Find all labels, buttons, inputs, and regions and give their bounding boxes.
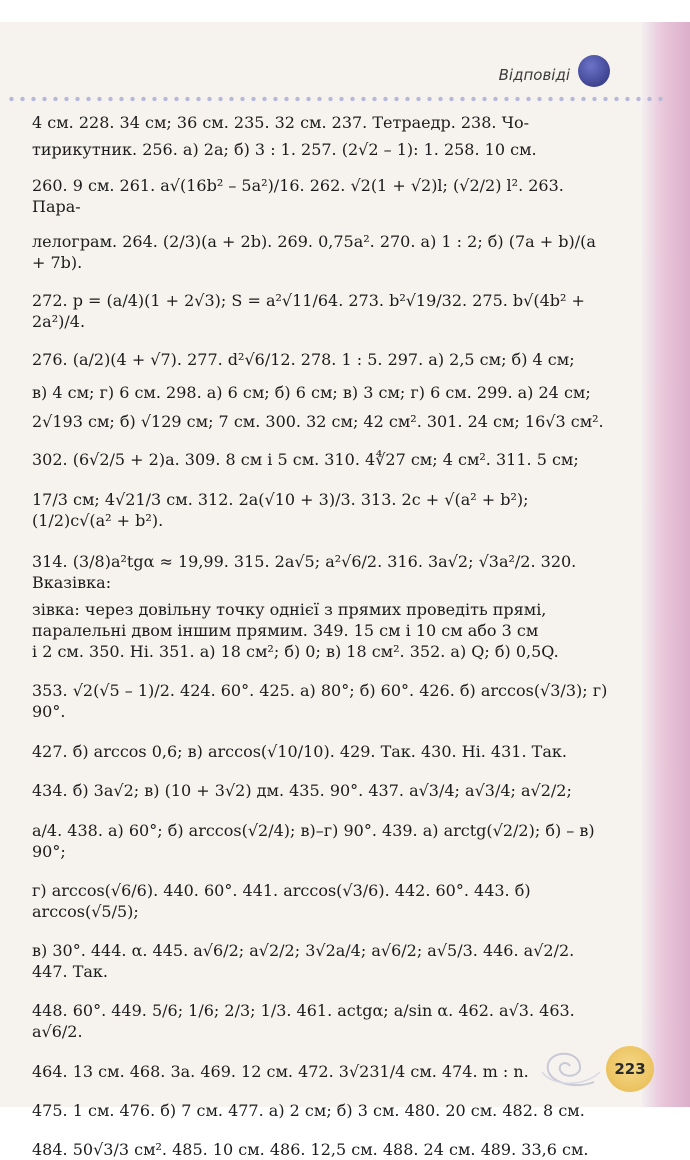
answer-line: 434. б) 3a√2; в) (10 + 3√2) дм. 435. 90°. 437. a√3/4; a√3/4; a√2/2;	[32, 781, 572, 800]
answer-line: 260. 9 см. 261. a√(16b² – 5a²)/16. 262. √2(1 + √2)l; (√2/2) l². 263. Пара-	[32, 176, 564, 216]
answer-line: зівка: через довільну точку однієї з прямих проведіть прямі,	[32, 600, 547, 619]
answer-line: 475. 1 см. 476. б) 7 см. 477. а) 2 см; б) 3 см. 480. 20 см. 482. 8 см.	[32, 1101, 585, 1120]
answer-line: тирикутник. 256. а) 2a; б) 3 : 1. 257. (2√2 – 1): 1. 258. 10 см.	[32, 140, 537, 159]
answer-line: 464. 13 см. 468. 3a. 469. 12 см. 472. 3√231/4 см. 474. m : n.	[32, 1062, 529, 1081]
answer-line: 353. √2(√5 – 1)/2. 424. 60°. 425. а) 80°; б) 60°. 426. б) arccos(√3/3); г) 90°.	[32, 681, 608, 721]
answer-line: 272. p = (a/4)(1 + 2√3); S = a²√11/64. 273. b²√19/32. 275. b√(4b² + 2a²)/4.	[32, 291, 585, 331]
answer-line: 302. (6√2/5 + 2)a. 309. 8 см і 5 см. 310. 4∜27 см; 4 см². 311. 5 см;	[32, 450, 579, 469]
dotted-divider	[6, 96, 666, 102]
page-number: 223	[606, 1046, 654, 1092]
answer-line: 4 см. 228. 34 см; 36 см. 235. 32 см. 237. Тетраедр. 238. Чо-	[32, 113, 529, 132]
answer-line: 427. б) arccos 0,6; в) arccos(√10/10). 429. Так. 430. Ні. 431. Так.	[32, 742, 567, 761]
answer-line: паралельні двом іншим прямим. 349. 15 см і 10 см або 3 см	[32, 621, 539, 640]
answer-line: і 2 см. 350. Ні. 351. а) 18 см²; б) 0; в) 18 см². 352. а) Q; б) 0,5Q.	[32, 642, 559, 661]
answer-line: г) arccos(√6/6). 440. 60°. 441. arccos(√3/6). 442. 60°. 443. б) arccos(√5/5);	[32, 881, 531, 921]
answer-line: в) 30°. 444. α. 445. a√6/2; a√2/2; 3√2a/4; a√6/2; a√5/3. 446. a√2/2. 447. Так.	[32, 941, 575, 981]
answer-line: 276. (a/2)(4 + √7). 277. d²√6/12. 278. 1 : 5. 297. а) 2,5 см; б) 4 см;	[32, 350, 575, 369]
section-title: Відповіді	[498, 66, 570, 84]
answer-line: a/4. 438. а) 60°; б) arccos(√2/4); в)–г) 90°. 439. а) arctg(√2/2); б) – в) 90°;	[32, 821, 595, 861]
answer-line: 448. 60°. 449. 5/6; 1/6; 2/3; 1/3. 461. actgα; a/sin α. 462. a√3. 463. a√6/2.	[32, 1001, 575, 1041]
decorative-side-band	[642, 22, 690, 1107]
answer-line: 484. 50√3/3 см². 485. 10 см. 486. 12,5 см. 488. 24 см. 489. 33,6 см.	[32, 1140, 589, 1159]
answer-line: 17/3 см; 4√21/3 см. 312. 2a(√10 + 3)/3. 313. 2c + √(a² + b²); (1/2)c√(a² + b²).	[32, 490, 529, 530]
answer-line: 2√193 см; б) √129 см; 7 см. 300. 32 см; 42 см². 301. 24 см; 16√3 см².	[32, 412, 604, 431]
answer-line: лелограм. 264. (2/3)(a + 2b). 269. 0,75a². 270. а) 1 : 2; б) (7a + b)/(a + 7b).	[32, 232, 596, 272]
circle-icon	[578, 55, 610, 87]
answer-line: в) 4 см; г) 6 см. 298. а) 6 см; б) 6 см; в) 3 см; г) 6 см. 299. а) 24 см;	[32, 383, 591, 402]
answer-line: 314. (3/8)a²tgα ≈ 19,99. 315. 2a√5; a²√6/2. 316. 3a√2; √3a²/2. 320. Вказівка:	[32, 552, 577, 592]
answers-text	[32, 104, 610, 1160]
decorative-swirl	[534, 1042, 604, 1092]
